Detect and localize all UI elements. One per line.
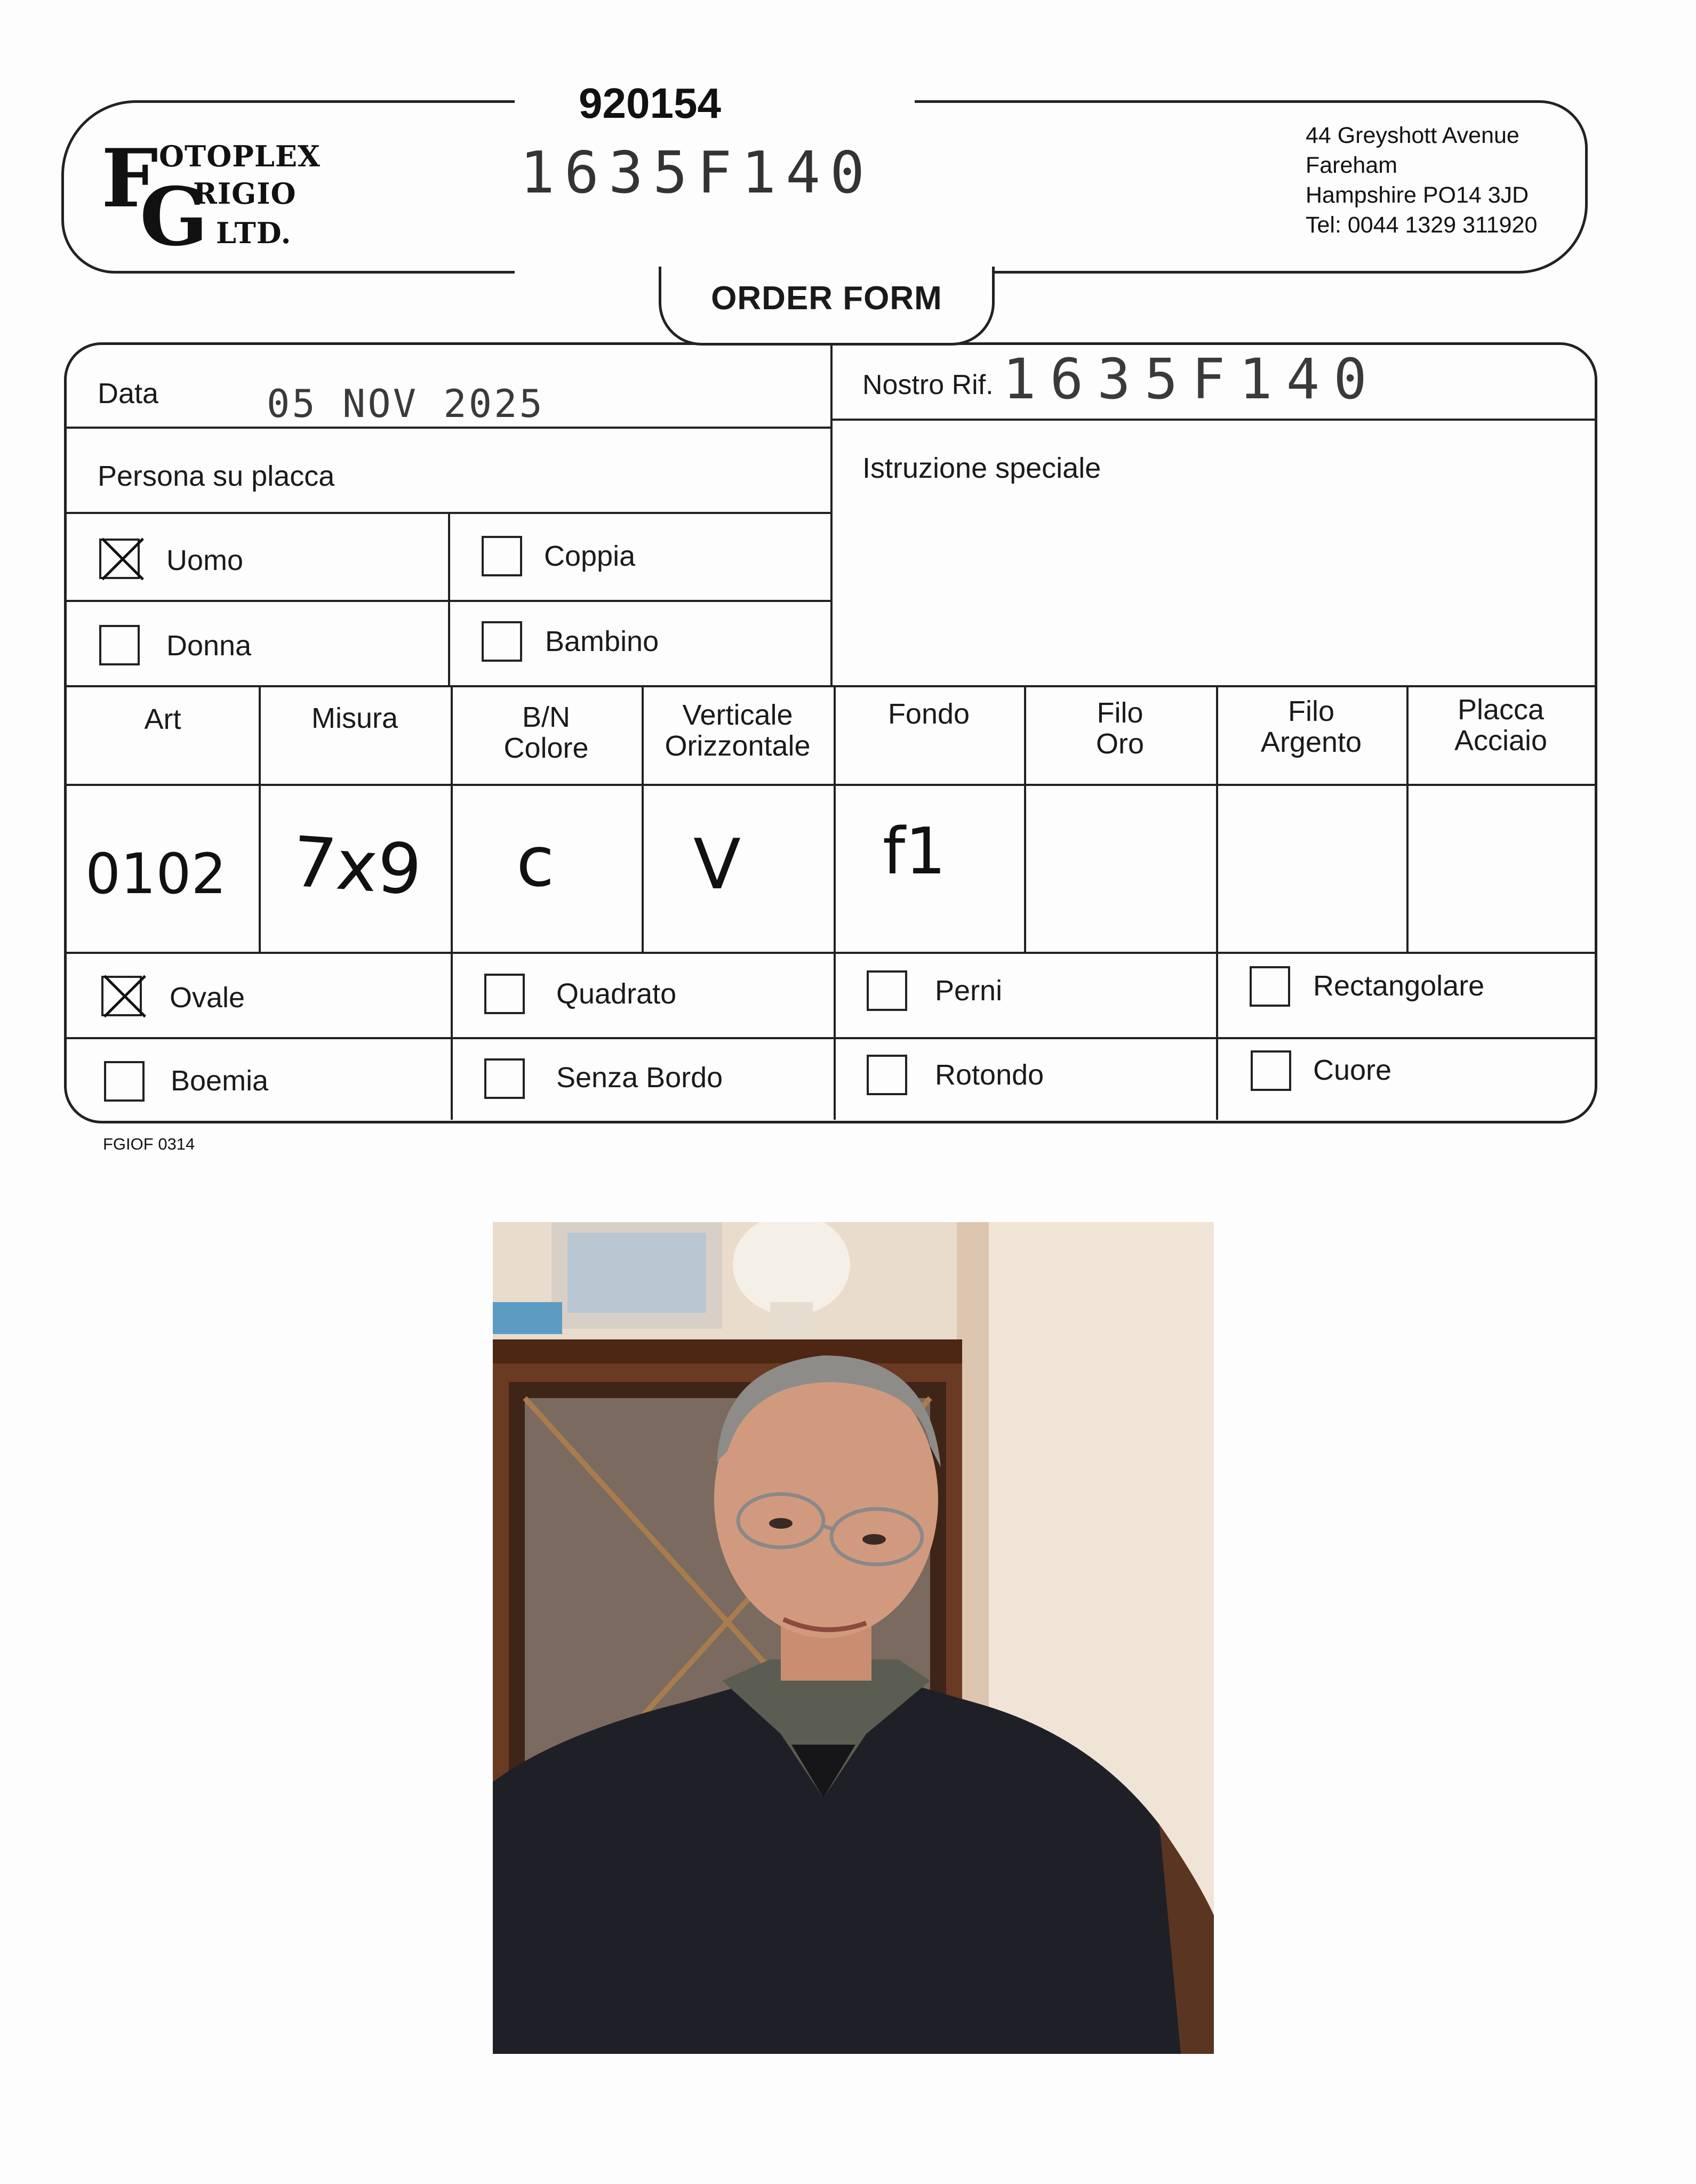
stamped-reference: 1635F140 [520,140,875,206]
data-label: Data [98,378,159,410]
senza-bordo-checkbox[interactable] [484,1058,525,1099]
header-text: Oro [1095,728,1145,760]
quadrato-label: Quadrato [556,978,677,1010]
company-logo [101,132,325,264]
order-number: 920154 [579,79,721,127]
header-text: Argento [1260,726,1362,758]
ovale-checkbox[interactable] [101,976,142,1016]
company-address [1306,121,1537,240]
perni-checkbox[interactable] [867,970,907,1011]
cuore-label: Cuore [1313,1054,1392,1086]
grid-line [448,512,450,685]
rectangolare-label: Rectangolare [1313,970,1485,1002]
cuore-checkbox[interactable] [1251,1050,1291,1091]
date-stamp: 05 NOV 2025 [267,381,545,426]
address-phone: Tel: 0044 1329 311920 [1306,212,1538,238]
istruzione-label: Istruzione speciale [862,452,1101,484]
boemia-checkbox[interactable] [104,1061,145,1102]
coppia-checkbox[interactable] [482,536,522,576]
header-text: Art [144,703,181,735]
senza-bordo-label: Senza Bordo [556,1062,723,1094]
grid-line [67,685,1595,687]
header-text: Misura [311,702,398,734]
header-text: Fondo [887,698,970,730]
address-line: Fareham [1306,152,1398,178]
uomo-label: Uomo [166,544,244,576]
filo-argento-header [1216,696,1406,758]
verticale-orizzontale-header [642,700,834,761]
grid-line [67,1037,1595,1039]
header-text: Acciaio [1454,725,1548,757]
ovale-label: Ovale [170,982,245,1014]
header-text: Filo [1097,697,1143,729]
header-text: Orizzontale [665,730,811,762]
logo-line-1: OTOPLEX [159,139,321,173]
logo-letter-g: G [140,170,209,264]
header-text: Colore [503,732,589,764]
misura-header [259,703,451,734]
filo-oro-header [1024,697,1216,759]
colore-value: c [516,821,555,902]
order-form-title: ORDER FORM [659,267,995,346]
bambino-checkbox[interactable] [482,621,522,662]
grid-line [834,685,836,1120]
quadrato-checkbox[interactable] [484,974,525,1014]
grid-line [67,427,830,429]
header-text: Placca [1457,694,1545,726]
boemia-label: Boemia [171,1065,269,1097]
nostro-rif-label: Nostro Rif. [862,370,994,400]
grid-line [830,419,1595,421]
logo-line-2: RIGIO [193,176,297,211]
grid-line [67,784,1595,786]
logo-line-3: LTD. [216,216,292,250]
header-text: Filo [1287,695,1334,727]
orientation-value: V [693,824,741,905]
rectangolare-checkbox[interactable] [1250,966,1290,1007]
donna-label: Donna [166,630,252,662]
bambino-label: Bambino [545,625,659,657]
header-text: Verticale [682,699,793,731]
grid-line [830,345,833,685]
bn-colore-header [451,702,642,764]
rotondo-checkbox[interactable] [867,1055,907,1095]
nostro-rif-stamp: 1635F140 [1003,347,1381,412]
fondo-value: f1 [883,815,946,889]
rotondo-label: Rotondo [935,1059,1044,1091]
donna-checkbox[interactable] [99,625,140,665]
misura-value: 7x9 [289,821,425,911]
address-line: 44 Greyshott Avenue [1306,123,1519,148]
portrait-photo [493,1222,1214,2054]
art-value: 0102 [85,841,227,906]
persona-label: Persona su placca [98,460,335,492]
header-text: B/N [522,701,571,733]
coppia-label: Coppia [544,540,636,572]
perni-label: Perni [935,975,1003,1007]
grid-line [67,952,1595,954]
art-header [67,704,259,735]
fondo-header [834,698,1024,729]
form-code: FGIOF 0314 [103,1135,195,1153]
uomo-checkbox[interactable] [99,539,140,579]
logo-letter-f: F [101,132,158,226]
address-line: Hampshire PO14 3JD [1306,182,1529,208]
placca-acciaio-header [1406,694,1595,756]
